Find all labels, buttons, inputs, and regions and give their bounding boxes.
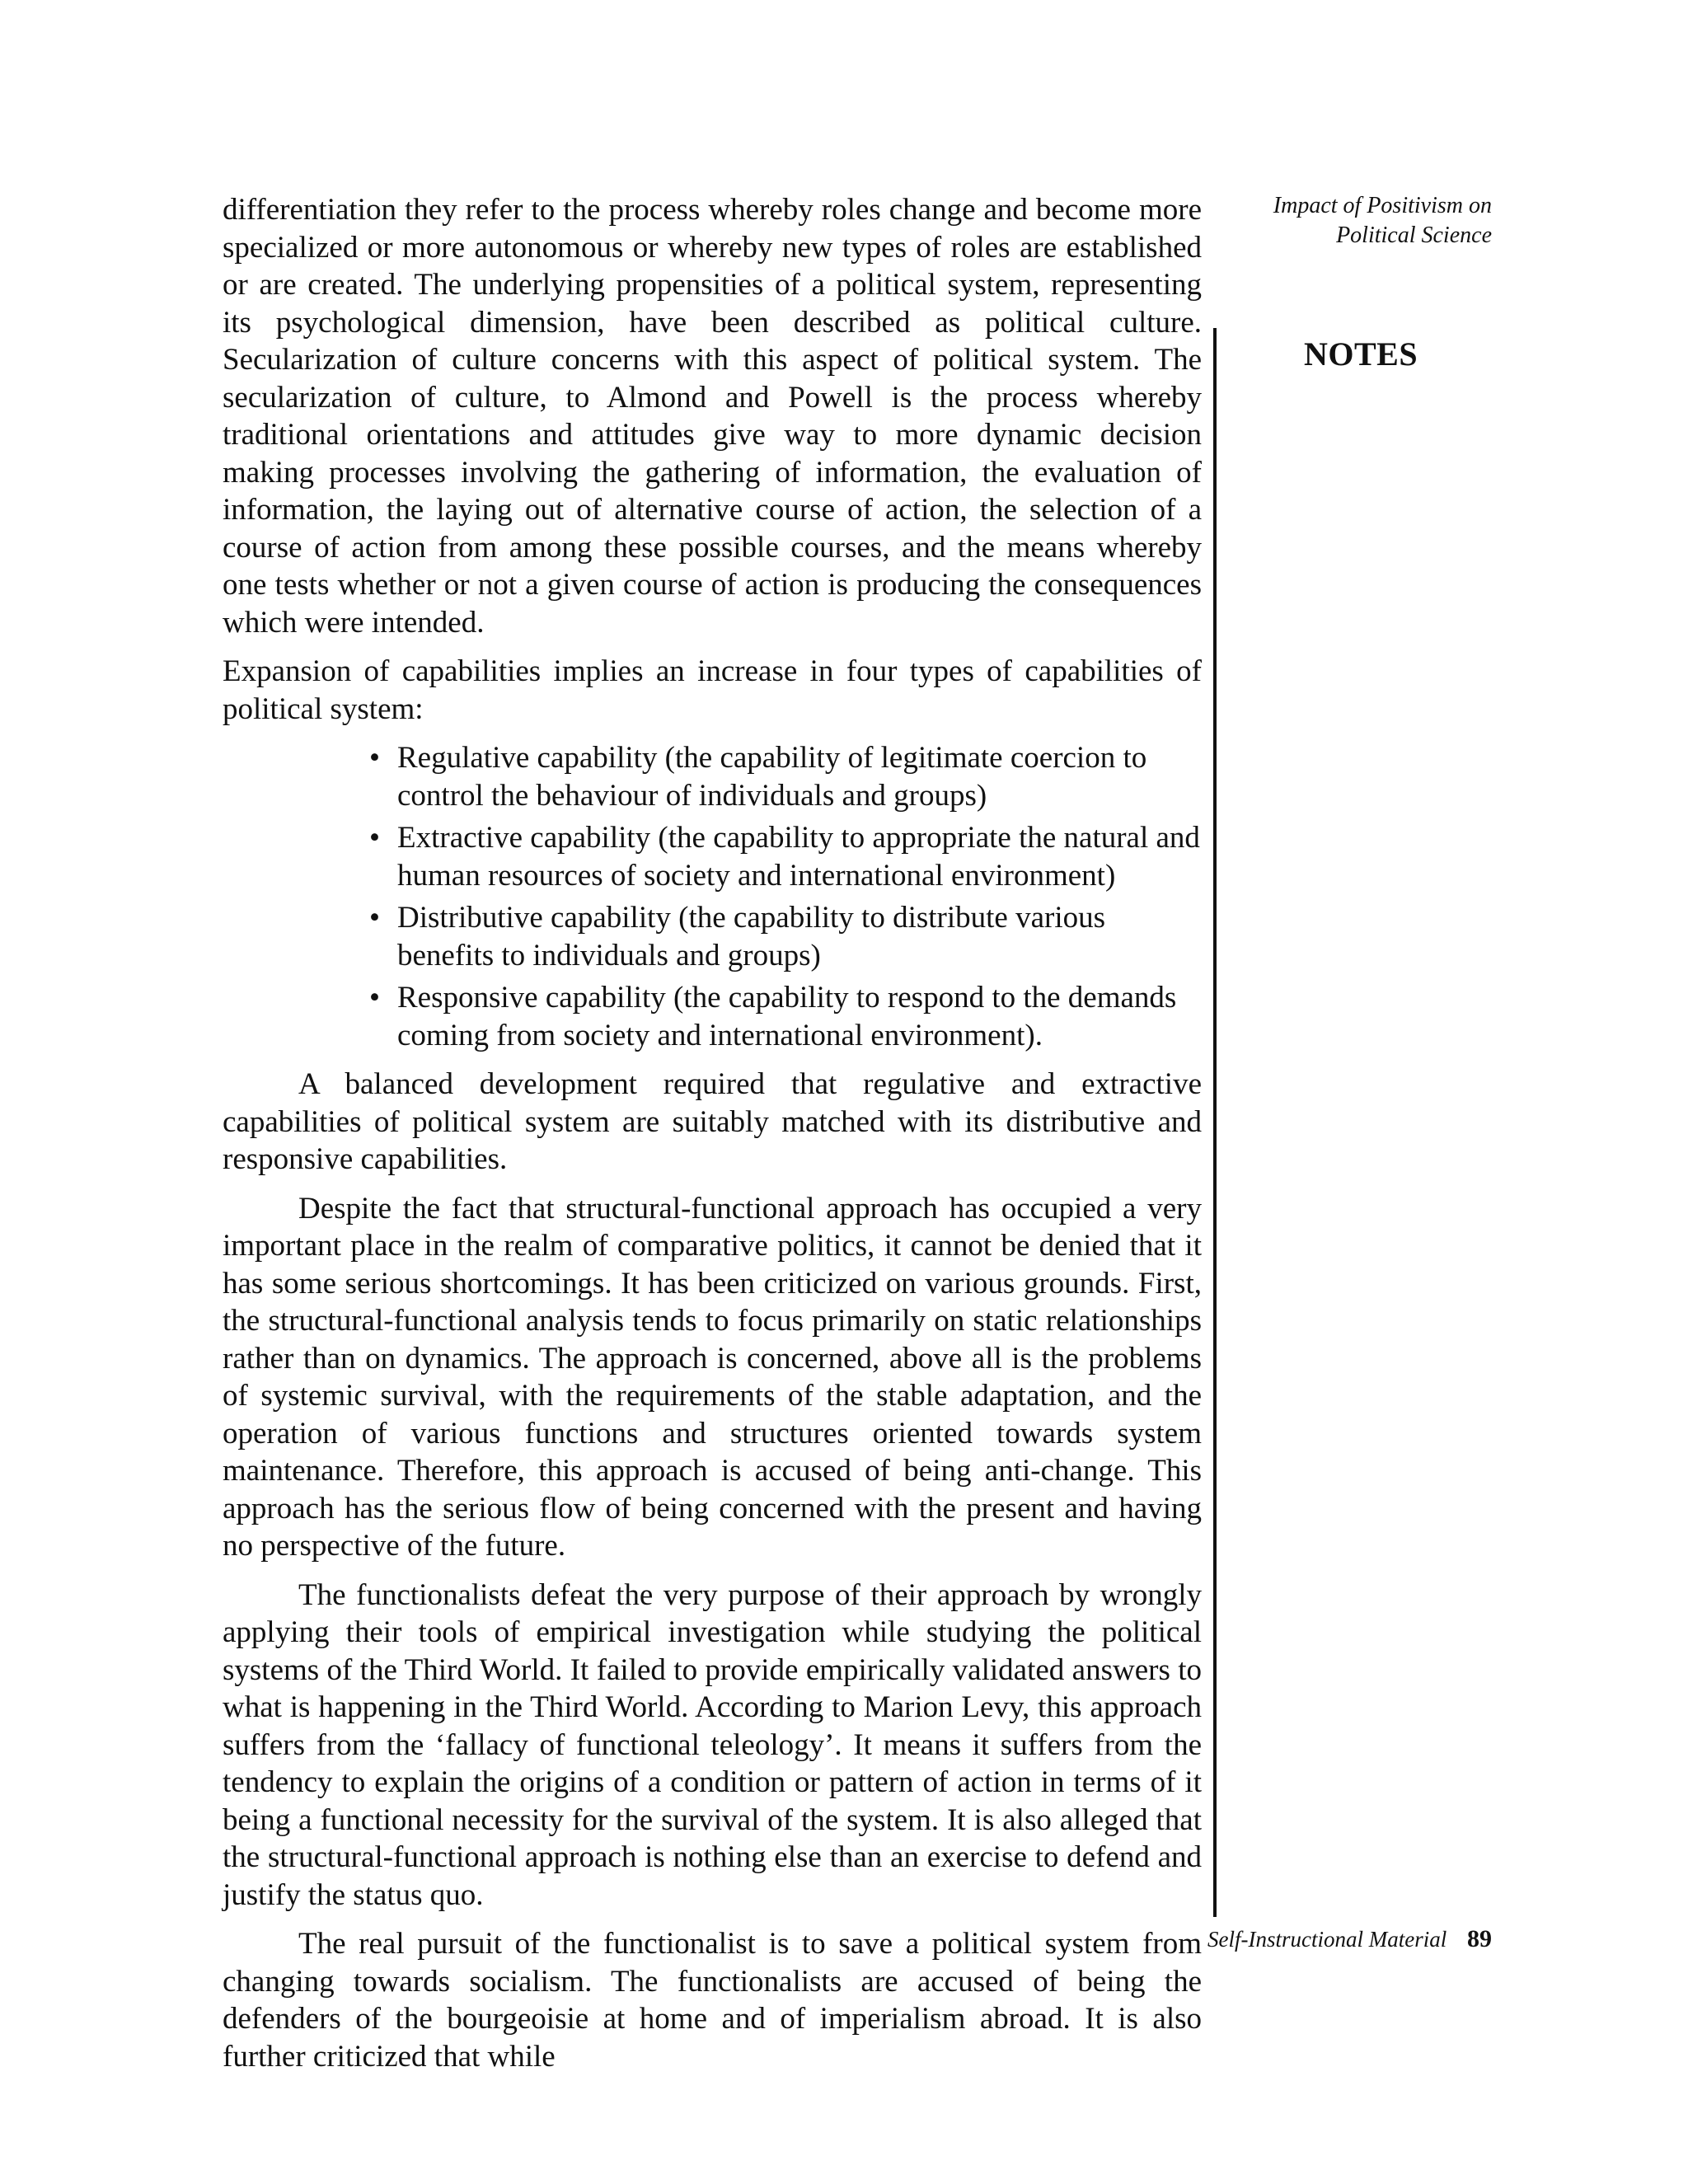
- notes-margin-label: NOTES: [1304, 335, 1418, 373]
- paragraph-third-world-critique: The functionalists defeat the very purpose of their approach by wrongly applying their tools of empirical investigation while studying the political systems of the Third World. It failed to provide empirically validated answers to what is happening in the Third World. According to Marion Levy, this approach suffers from the ‘fallacy of functional teleology’. It means it suffers from the tendency to explain the origins of a condition or pattern of action in terms of it being a functional necessity for the survival of the system. It is also alleged that the structural-functional approach is nothing else than an exercise to defend and justify the status quo.: [223, 1577, 1202, 1912]
- list-item-regulative: [368, 739, 1202, 814]
- footer-label: Self-Instructional Material: [1207, 1927, 1447, 1952]
- paragraph-shortcomings: Despite the fact that structural-functional approach has occupied a very important place in the realm of comparative politics, it cannot be denied that it has some serious shortcomings. It has been criticized on various grounds. First, the structural-functional analysis tends to focus primarily on static relationships rather than on dynamics. The approach is concerned, above all is the problems of systemic survival, with the requirements of the stable adaptation, and the operation of various functions and structures oriented towards system maintenance. Therefore, this approach is accused of being anti-change. This approach has the serious flow of being concerned with the present and having no perspective of the future.: [223, 1191, 1202, 1563]
- paragraph-socialism-critique: The real pursuit of the functionalist is to save a political system from changing towards socialism. The functionalists are accused of being the defenders of the bourgeoisie at home and of imperialism abroad. It is also further criticized that while: [223, 1927, 1202, 2074]
- paragraph-capabilities-intro: Expansion of capabilities implies an increase in four types of capabilities of political system:: [223, 654, 1202, 726]
- list-item-responsive: [368, 979, 1202, 1054]
- paragraph-secularization: differentiation they refer to the process whereby roles change and become more specialized or more autonomous or whereby new types of roles are established or are created. The underlying propensities of a political system, representing its psychological dimension, have been described as political culture. Secularization of culture concerns with this aspect of political system. The secularization of culture, to Almond and Powell is the process whereby traditional orientations and attitudes give way to more dynamic decision making processes involving the gathering of information, the evaluation of information, the laying out of alternative course of action, the selection of a course of action from among these possible courses, and the means whereby one tests whether or not a given course of action is producing the consequences which were intended.: [223, 193, 1202, 640]
- list-item-extractive: [368, 819, 1202, 894]
- list-item-text: Distributive capability (the capability to distribute various benefits to individuals and groups): [397, 901, 1106, 972]
- list-item-text: Extractive capability (the capability to appropriate the natural and human resources of society and international environment): [397, 821, 1200, 893]
- list-item-text: Regulative capability (the capability of legitimate coercion to control the behaviour of individuals and groups): [397, 741, 1147, 813]
- capabilities-bullet-list: [223, 739, 1202, 1054]
- bullet-icon: •: [369, 821, 380, 855]
- paragraph-balanced-development: A balanced development required that regulative and extractive capabilities of political system are suitably matched with its distributive and responsive capabilities.: [223, 1067, 1202, 1176]
- margin-vertical-rule: [1213, 328, 1217, 1917]
- main-text-column: [223, 191, 1202, 2087]
- running-header-title: Impact of Positivism on Political Science: [1273, 193, 1492, 248]
- page-number: 89: [1467, 1925, 1492, 1952]
- bullet-icon: •: [369, 981, 380, 1015]
- list-item-text: Responsive capability (the capability to respond to the demands coming from society and international environment).: [397, 981, 1177, 1052]
- bullet-icon: •: [369, 741, 380, 775]
- list-item-distributive: [368, 899, 1202, 974]
- page-footer: [1207, 1925, 1492, 1953]
- bullet-icon: •: [369, 901, 380, 935]
